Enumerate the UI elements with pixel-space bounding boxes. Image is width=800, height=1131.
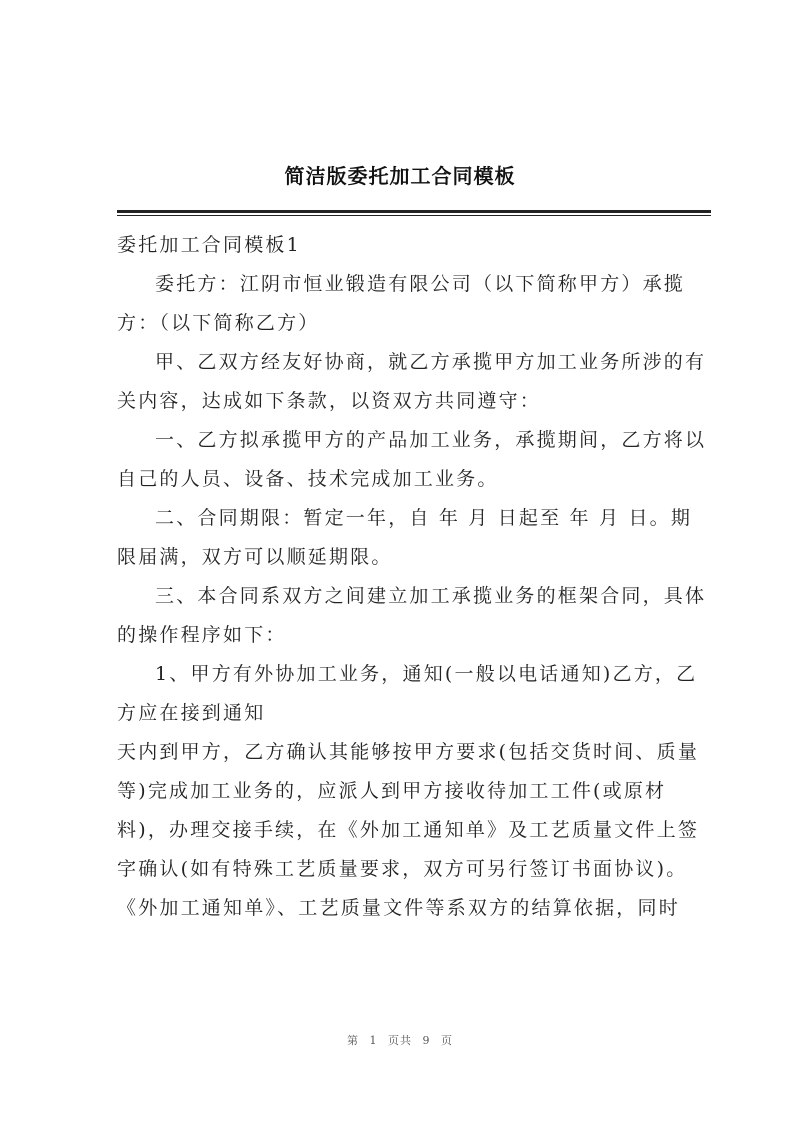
body-line: 限届满，双方可以顺延期限。: [117, 546, 393, 568]
body-line: 委托方：江阴市恒业锻造有限公司（以下简称甲方）承揽: [155, 273, 686, 295]
section-heading: 委托加工合同模板1: [117, 234, 301, 256]
document-title: 简洁版委托加工合同模板: [284, 164, 516, 188]
body-line: 料)，办理交接手续，在《外加工通知单》及工艺质量文件上签: [117, 819, 700, 841]
body-line: 一、乙方拟承揽甲方的产品加工业务，承揽期间，乙方将以: [155, 429, 707, 451]
body-line: 1、甲方有外协加工业务，通知(一般以电话通知)乙方，乙: [155, 663, 698, 685]
footer-prefix: 第: [347, 1034, 359, 1047]
body-line: 三、本合同系双方之间建立加工承揽业务的框架合同，具体: [155, 585, 707, 607]
document-body: [117, 232, 711, 934]
body-line: 等)完成加工业务的，应派人到甲方接收待加工工件(或原材: [117, 780, 667, 802]
page-total: 9: [422, 1034, 431, 1047]
body-line: 二、合同期限：暂定一年，自 年 月 日起至 年 月 日。期: [155, 507, 693, 529]
footer-middle: 页共: [388, 1034, 412, 1047]
body-line: 甲、乙双方经友好协商，就乙方承揽甲方加工业务所涉的有: [155, 351, 707, 373]
body-line: 方：（以下简称乙方）: [117, 312, 320, 334]
title-rule-thin: [117, 215, 711, 216]
body-line: 关内容，达成如下条款，以资双方共同遵守：: [117, 390, 542, 412]
page-footer: [0, 1032, 800, 1048]
body-line: 的操作程序如下：: [117, 624, 287, 646]
body-line: 自己的人员、设备、技术完成加工业务。: [117, 468, 499, 490]
body-line: 字确认(如有特殊工艺质量要求，双方可另行签订书面协议)。: [117, 858, 688, 880]
body-line: 《外加工通知单》、工艺质量文件等系双方的结算依据，同时: [117, 897, 680, 919]
body-line: 方应在接到通知: [117, 702, 266, 724]
body-line: 天内到甲方，乙方确认其能够按甲方要求(包括交货时间、质量: [117, 741, 700, 763]
page-number: 1: [369, 1034, 378, 1047]
title-rule-thick: [117, 210, 711, 213]
footer-suffix: 页: [441, 1034, 453, 1047]
